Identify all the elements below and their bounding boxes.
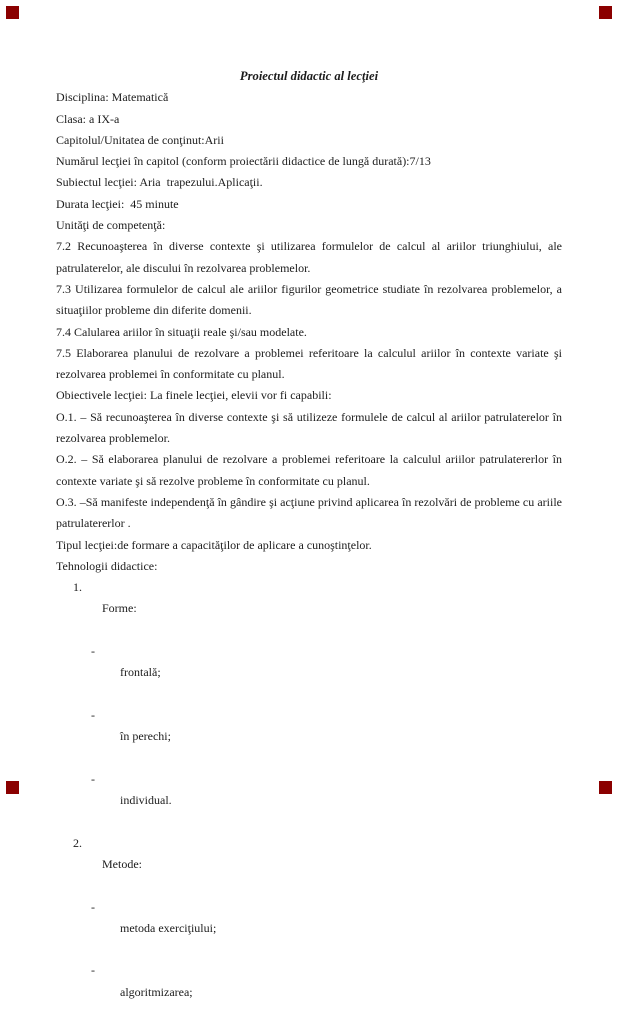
heading-obiectivele-lectiei: Obiectivele lecţiei: La finele lecţiei, elevii vor fi capabili: bbox=[56, 388, 332, 403]
list-item-text-in-perechi: în perechi; bbox=[120, 729, 171, 744]
objective-o2: O.2. – Să elaborarea planului de rezolvare a problemei referitoare la calculul ariilor patrulatererlor în contexte variate şi să rezolve probleme în conformitate cu planul. bbox=[56, 452, 562, 488]
list-item-in-perechi bbox=[56, 705, 562, 769]
list-item-metode bbox=[56, 833, 562, 897]
field-capitolul: Capitolul/Unitatea de conţinut:Arii bbox=[56, 132, 224, 147]
competency-7-2: 7.2 Recunoaşterea în diverse contexte şi utilizarea formulelor de calcul al ariilor triunghiului, ale patrulaterelor, ale discului în rezolvarea problemelor. bbox=[56, 239, 562, 275]
objective-o3: O.3. –Să manifeste independenţă în gândire şi acţiune privind aplicarea în rezolvări de probleme cu ariile patrulatererlor . bbox=[56, 494, 562, 531]
field-clasa: Clasa: a IX-a bbox=[56, 111, 120, 126]
competency-7-5: 7.5 Elaborarea planului de rezolvare a problemei referitoare la calculul ariilor în contexte variate şi rezolvarea problemei în conformitate cu planul. bbox=[56, 345, 562, 382]
dash-icon: - bbox=[91, 963, 95, 978]
list-item-individual bbox=[56, 769, 562, 833]
list-item-text-metoda-exercitiului: metoda exerciţiului; bbox=[120, 920, 217, 935]
list-item-metoda-exercitiului bbox=[56, 897, 562, 961]
list-item-text-frontala: frontală; bbox=[120, 665, 161, 680]
dash-icon: - bbox=[91, 644, 95, 659]
list-item-forme bbox=[56, 577, 562, 641]
competency-7-4: 7.4 Calularea ariilor în situaţii reale şi/sau modelate. bbox=[56, 324, 307, 339]
field-tipul-lectiei: Tipul lecţiei:de formare a capacităţilor de aplicare a cunoştinţelor. bbox=[56, 537, 372, 552]
competency-7-3: 7.3 Utilizarea formulelor de calcul ale ariilor figurilor geometrice studiate în rezolvarea problemelor, a situaţiilor probleme din diferite domenii. bbox=[56, 281, 562, 318]
list-item-frontala bbox=[56, 641, 562, 705]
list-item-algoritmizarea bbox=[56, 960, 562, 1024]
list-number-forme: 1. bbox=[73, 580, 82, 595]
dash-icon: - bbox=[91, 707, 95, 722]
objective-o1: O.1. – Să recunoaşterea în diverse contexte şi să utilizeze formulele de calcul al ariilor patrulaterelor în rezolvarea problemelor. bbox=[56, 409, 562, 446]
heading-unitati-competenta: Unităţi de competenţă: bbox=[56, 218, 166, 233]
list-label-forme: Forme: bbox=[102, 601, 137, 616]
field-disciplina: Disciplina: Matematică bbox=[56, 90, 169, 105]
list-item-text-algoritmizarea: algoritmizarea; bbox=[120, 984, 193, 999]
list-item-text-individual: individual. bbox=[120, 793, 172, 808]
field-numarul-lectiei: Numărul lecţiei în capitol (conform proiectării didactice de lungă durată):7/13 bbox=[56, 154, 431, 169]
dash-icon: - bbox=[91, 771, 95, 786]
corner-marker-bottom-right bbox=[599, 781, 612, 794]
field-subiectul-lectiei: Subiectul lecţiei: Aria trapezului.Aplicaţii. bbox=[56, 175, 263, 190]
corner-marker-bottom-left bbox=[6, 781, 19, 794]
corner-marker-top-right bbox=[599, 6, 612, 19]
corner-marker-top-left bbox=[6, 6, 19, 19]
document-title: Proiectul didactic al lecţiei bbox=[239, 69, 379, 83]
field-durata-lectiei: Durata lecţiei: 45 minute bbox=[56, 196, 179, 211]
dash-icon: - bbox=[91, 899, 95, 914]
heading-tehnologii-didactice: Tehnologii didactice: bbox=[56, 558, 158, 573]
list-label-metode: Metode: bbox=[102, 856, 142, 871]
list-number-metode: 2. bbox=[73, 835, 82, 850]
